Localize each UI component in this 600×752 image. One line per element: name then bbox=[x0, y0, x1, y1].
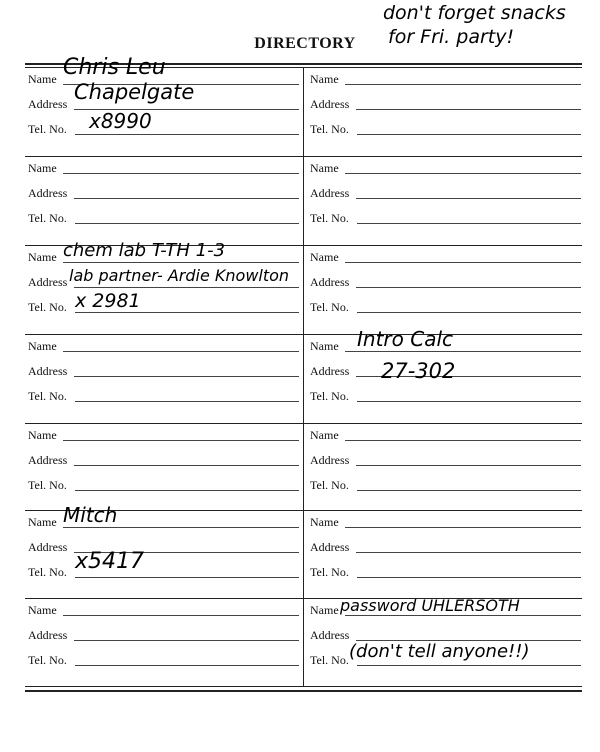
field-line-address bbox=[356, 109, 581, 110]
field-line-address bbox=[74, 465, 299, 466]
field-label-tel: Tel. No. bbox=[28, 389, 67, 403]
field-label-tel: Tel. No. bbox=[310, 565, 349, 579]
field-label-address: Address bbox=[28, 364, 68, 378]
field-label-name: Name bbox=[310, 603, 339, 617]
field-line-name bbox=[345, 173, 581, 174]
field-line-name bbox=[63, 440, 299, 441]
field-label-tel: Tel. No. bbox=[28, 300, 67, 314]
field-line-tel bbox=[75, 401, 299, 402]
field-line-name bbox=[345, 527, 581, 528]
field-line-tel bbox=[75, 312, 299, 313]
field-line-address bbox=[356, 465, 581, 466]
field-line-tel bbox=[357, 134, 581, 135]
field-line-address bbox=[356, 552, 581, 553]
field-line-tel bbox=[357, 490, 581, 491]
field-line-address bbox=[356, 287, 581, 288]
field-label-name: Name bbox=[28, 603, 57, 617]
reminder-note-line-1: don't forget snacks bbox=[383, 2, 566, 24]
field-line-tel bbox=[357, 312, 581, 313]
field-label-name: Name bbox=[310, 428, 339, 442]
field-label-tel: Tel. No. bbox=[310, 653, 349, 667]
field-line-address bbox=[74, 198, 299, 199]
field-label-address: Address bbox=[28, 97, 68, 111]
field-label-tel: Tel. No. bbox=[310, 300, 349, 314]
field-label-address: Address bbox=[310, 97, 350, 111]
field-label-tel: Tel. No. bbox=[28, 653, 67, 667]
entry-name-value[interactable]: Mitch bbox=[63, 503, 118, 527]
field-label-tel: Tel. No. bbox=[28, 211, 67, 225]
field-label-address: Address bbox=[310, 540, 350, 554]
bottom-rule-thin bbox=[25, 686, 582, 687]
field-label-address: Address bbox=[310, 628, 350, 642]
entry-address-value[interactable]: 27-302 bbox=[381, 359, 456, 383]
entry-name-value[interactable]: password UHLERSOTH bbox=[340, 596, 520, 615]
field-label-address: Address bbox=[28, 628, 68, 642]
field-line-tel bbox=[75, 665, 299, 666]
page-title: DIRECTORY bbox=[254, 35, 356, 52]
field-label-name: Name bbox=[28, 161, 57, 175]
bottom-rule-thick bbox=[25, 690, 582, 692]
field-label-tel: Tel. No. bbox=[28, 122, 67, 136]
field-label-address: Address bbox=[28, 540, 68, 554]
row-separator bbox=[25, 334, 582, 335]
field-label-tel: Tel. No. bbox=[310, 211, 349, 225]
field-line-address bbox=[74, 640, 299, 641]
field-label-address: Address bbox=[28, 453, 68, 467]
entry-name-value[interactable]: Intro Calc bbox=[357, 327, 454, 351]
field-line-tel bbox=[75, 490, 299, 491]
field-line-address bbox=[74, 376, 299, 377]
entry-address-value[interactable]: Chapelgate bbox=[74, 80, 195, 104]
field-label-tel: Tel. No. bbox=[310, 389, 349, 403]
field-label-address: Address bbox=[28, 186, 68, 200]
entry-tel-value[interactable]: (don't tell anyone!!) bbox=[349, 641, 530, 662]
field-label-name: Name bbox=[310, 515, 339, 529]
field-line-tel bbox=[75, 134, 299, 135]
field-label-name: Name bbox=[28, 515, 57, 529]
field-label-tel: Tel. No. bbox=[28, 478, 67, 492]
field-line-name bbox=[63, 615, 299, 616]
field-label-address: Address bbox=[28, 275, 68, 289]
field-line-tel bbox=[357, 223, 581, 224]
reminder-note-line-2: for Fri. party! bbox=[388, 26, 515, 48]
field-label-address: Address bbox=[310, 186, 350, 200]
field-label-name: Name bbox=[310, 161, 339, 175]
field-label-tel: Tel. No. bbox=[28, 565, 67, 579]
field-line-tel bbox=[75, 577, 299, 578]
field-line-name bbox=[345, 440, 581, 441]
field-line-tel bbox=[357, 577, 581, 578]
field-label-name: Name bbox=[310, 72, 339, 86]
field-label-tel: Tel. No. bbox=[310, 122, 349, 136]
field-line-tel bbox=[75, 223, 299, 224]
entry-tel-value[interactable]: x5417 bbox=[75, 549, 145, 574]
entry-address-value[interactable]: lab partner- Ardie Knowlton bbox=[69, 266, 290, 285]
field-line-name bbox=[63, 527, 299, 528]
field-label-name: Name bbox=[28, 428, 57, 442]
field-line-name bbox=[345, 84, 581, 85]
field-line-name bbox=[63, 351, 299, 352]
entry-tel-value[interactable]: x 2981 bbox=[75, 290, 141, 312]
field-line-name bbox=[63, 173, 299, 174]
field-line-tel bbox=[357, 665, 581, 666]
entry-name-value[interactable]: chem lab T-TH 1-3 bbox=[63, 240, 226, 261]
field-label-name: Name bbox=[28, 250, 57, 264]
field-label-address: Address bbox=[310, 275, 350, 289]
entry-name-value[interactable]: Chris Leu bbox=[63, 55, 166, 80]
field-line-name bbox=[63, 262, 299, 263]
field-label-name: Name bbox=[310, 339, 339, 353]
field-line-name bbox=[345, 615, 581, 616]
field-line-address bbox=[356, 198, 581, 199]
field-line-tel bbox=[357, 401, 581, 402]
entry-tel-value[interactable]: x8990 bbox=[89, 109, 152, 133]
field-line-name bbox=[345, 351, 581, 352]
field-label-tel: Tel. No. bbox=[310, 478, 349, 492]
field-label-name: Name bbox=[28, 339, 57, 353]
field-label-address: Address bbox=[310, 364, 350, 378]
field-label-name: Name bbox=[310, 250, 339, 264]
field-line-address bbox=[74, 287, 299, 288]
row-separator bbox=[25, 156, 582, 157]
field-line-name bbox=[345, 262, 581, 263]
row-separator bbox=[25, 423, 582, 424]
field-label-address: Address bbox=[310, 453, 350, 467]
column-divider bbox=[303, 68, 304, 686]
field-label-name: Name bbox=[28, 72, 57, 86]
